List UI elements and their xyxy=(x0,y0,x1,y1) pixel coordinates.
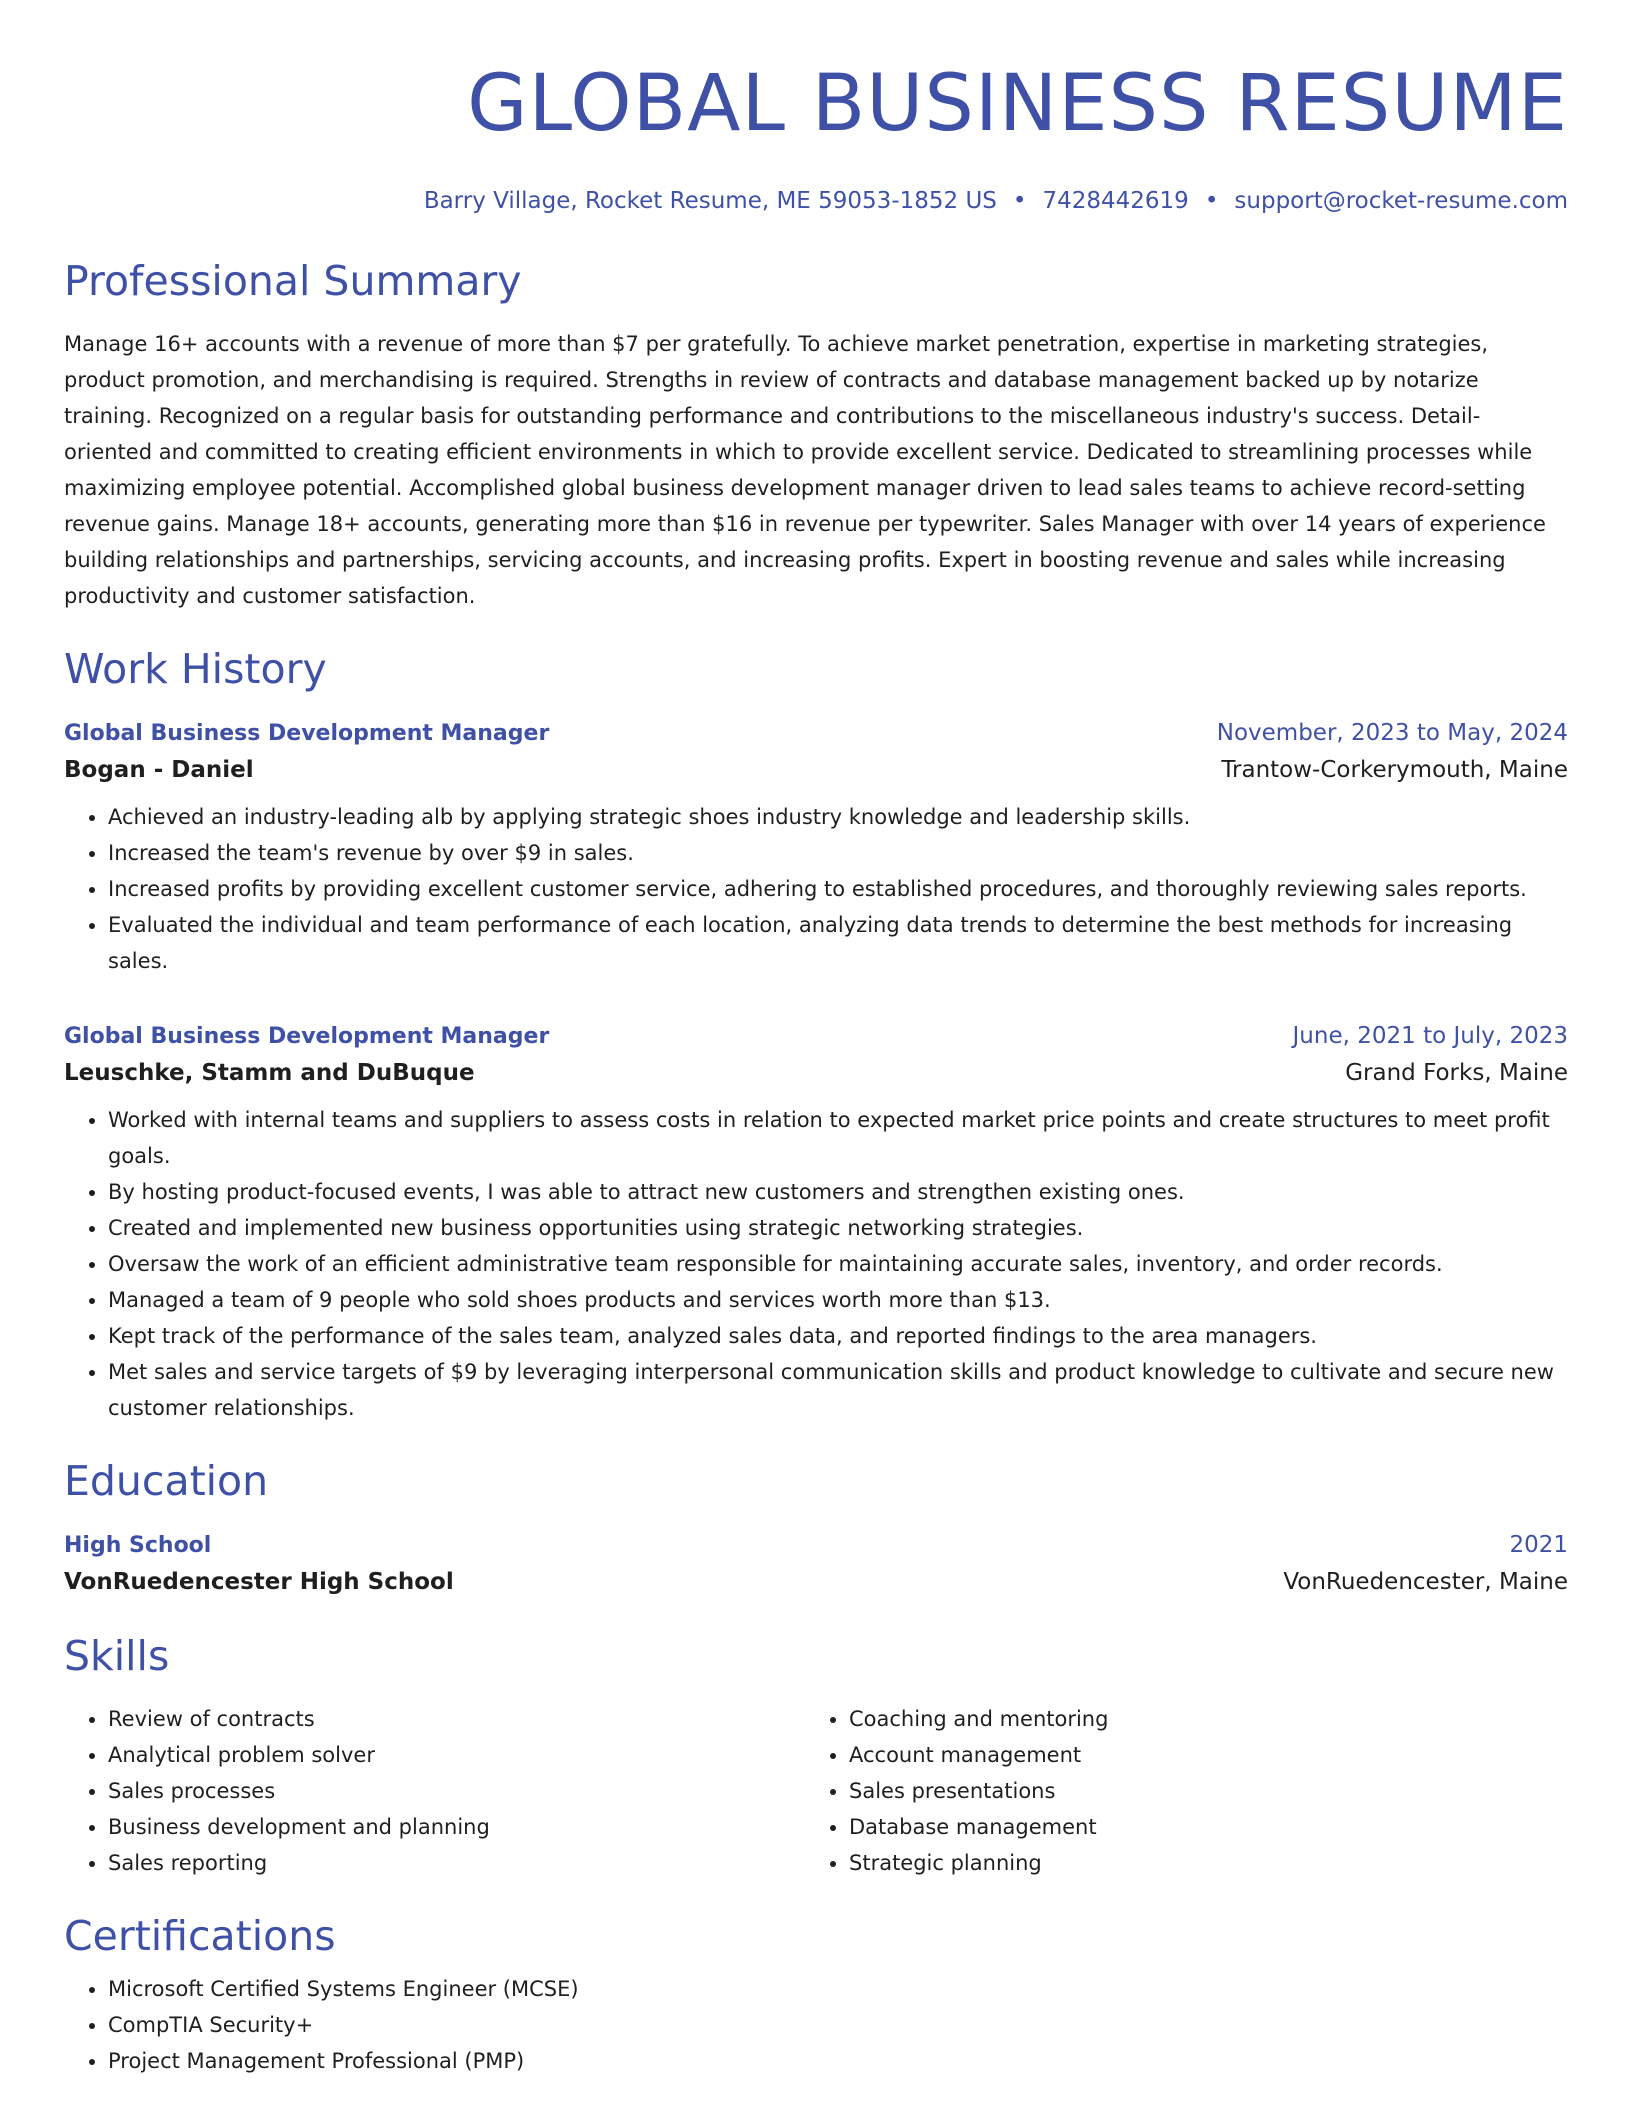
certification-item: • Project Management Professional (PMP) xyxy=(108,2043,1568,2079)
job-bullets xyxy=(64,1102,1568,1426)
job-location: Trantow-Corkerymouth, Maine xyxy=(1221,757,1568,783)
skill-item: • Sales reporting xyxy=(108,1845,805,1881)
contact-separator: • xyxy=(1204,188,1219,214)
job-bullet: • Achieved an industry-leading alb by applying strategic shoes industry knowledge and leadership skills. xyxy=(108,799,1568,835)
contact-line xyxy=(64,186,1568,216)
job-dates: June, 2021 to July, 2023 xyxy=(1292,1023,1568,1049)
job-company: Bogan - Daniel xyxy=(64,757,254,783)
job-bullet: • Met sales and service targets of $9 by leveraging interpersonal communication skills and product knowledge to cultivate and secure new customer relationships. xyxy=(108,1354,1568,1426)
skill-item: • Strategic planning xyxy=(849,1845,1546,1881)
job-entry xyxy=(64,716,1568,979)
job-bullet: • Worked with internal teams and suppliers to assess costs in relation to expected market price points and create structures to meet profit goals. xyxy=(108,1102,1568,1174)
skills-column-right xyxy=(805,1701,1546,1881)
job-bullet: • Increased the team's revenue by over $9 in sales. xyxy=(108,835,1568,871)
skills-list xyxy=(64,1701,805,1881)
skill-item: • Analytical problem solver xyxy=(108,1737,805,1773)
skill-item: • Coaching and mentoring xyxy=(849,1701,1546,1737)
certifications-list xyxy=(64,1971,1568,2079)
job-company: Leuschke, Stamm and DuBuque xyxy=(64,1060,475,1086)
job-bullet: • Created and implemented new business opportunities using strategic networking strategies. xyxy=(108,1210,1568,1246)
skill-item: • Database management xyxy=(849,1809,1546,1845)
education-heading: Education xyxy=(64,1457,269,1505)
education-degree: High School xyxy=(64,1533,212,1558)
skill-item: • Sales processes xyxy=(108,1773,805,1809)
job-bullet: • Oversaw the work of an efficient administrative team responsible for maintaining accurate sales, inventory, and order records. xyxy=(108,1246,1568,1282)
job-bullet: • Kept track of the performance of the sales team, analyzed sales data, and reported findings to the area managers. xyxy=(108,1318,1568,1354)
certification-item: • CompTIA Security+ xyxy=(108,2007,1568,2043)
job-bullet: • Managed a team of 9 people who sold shoes products and services worth more than $13. xyxy=(108,1282,1568,1318)
job-entry xyxy=(64,1019,1568,1426)
job-role: Global Business Development Manager xyxy=(64,721,550,746)
skills-heading: Skills xyxy=(64,1632,170,1680)
education-entry xyxy=(64,1528,1568,1601)
skill-item: • Sales presentations xyxy=(849,1773,1546,1809)
job-dates: November, 2023 to May, 2024 xyxy=(1216,720,1568,746)
summary-text: Manage 16+ accounts with a revenue of more than $7 per gratefully. To achieve market penetration, expertise in marketing strategies, product promotion, and merchandising is required. Strengths in review of contracts and database management backed up by notarize training. Recognized on a regular basis for outstanding performance and contributions to the miscellaneous industry's success. Detail-oriented and committed to creating efficient environments in which to provide excellent service. Dedicated to streamlining processes while maximizing employee potential. Accomplished global business development manager driven to lead sales teams to achieve record-setting revenue gains. Manage 18+ accounts, generating more than $16 in revenue per typewriter. Sales Manager with over 14 years of experience building relationships and partnerships, servicing accounts, and increasing profits. Expert in boosting revenue and sales while increasing productivity and customer satisfaction. xyxy=(64,332,1546,608)
skills-column-left xyxy=(64,1701,805,1881)
contact-address: Barry Village, Rocket Resume, ME 59053-1852 US xyxy=(423,188,997,214)
contact-phone: 7428442619 xyxy=(1042,188,1189,214)
job-location: Grand Forks, Maine xyxy=(1345,1060,1568,1086)
education-school: VonRuedencester High School xyxy=(64,1569,454,1595)
work-history-heading: Work History xyxy=(64,645,327,693)
contact-separator: • xyxy=(1012,188,1027,214)
job-bullet: • Increased profits by providing excellent customer service, adhering to established procedures, and thoroughly reviewing sales reports. xyxy=(108,871,1568,907)
resume-title: GLOBAL BUSINESS RESUME xyxy=(467,59,1568,149)
education-section xyxy=(64,1456,1568,1601)
skills-section xyxy=(64,1631,1568,1881)
work-history-section xyxy=(64,644,1568,1426)
skills-list xyxy=(805,1701,1546,1881)
education-year: 2021 xyxy=(1509,1532,1568,1558)
education-location: VonRuedencester, Maine xyxy=(1283,1569,1568,1595)
job-role: Global Business Development Manager xyxy=(64,1024,550,1049)
skill-item: • Review of contracts xyxy=(108,1701,805,1737)
certifications-section xyxy=(64,1911,1568,2079)
job-bullets xyxy=(64,799,1568,979)
summary-heading: Professional Summary xyxy=(64,257,522,305)
contact-email: support@rocket-resume.com xyxy=(1234,188,1568,214)
certifications-heading: Certifications xyxy=(64,1912,336,1960)
skill-item: • Account management xyxy=(849,1737,1546,1773)
skills-columns xyxy=(64,1701,1568,1881)
job-bullet: • Evaluated the individual and team performance of each location, analyzing data trends to determine the best methods for increasing sales. xyxy=(108,907,1568,979)
job-bullet: • By hosting product-focused events, I was able to attract new customers and strengthen existing ones. xyxy=(108,1174,1568,1210)
certification-item: • Microsoft Certified Systems Engineer (MCSE) xyxy=(108,1971,1568,2007)
skill-item: • Business development and planning xyxy=(108,1809,805,1845)
